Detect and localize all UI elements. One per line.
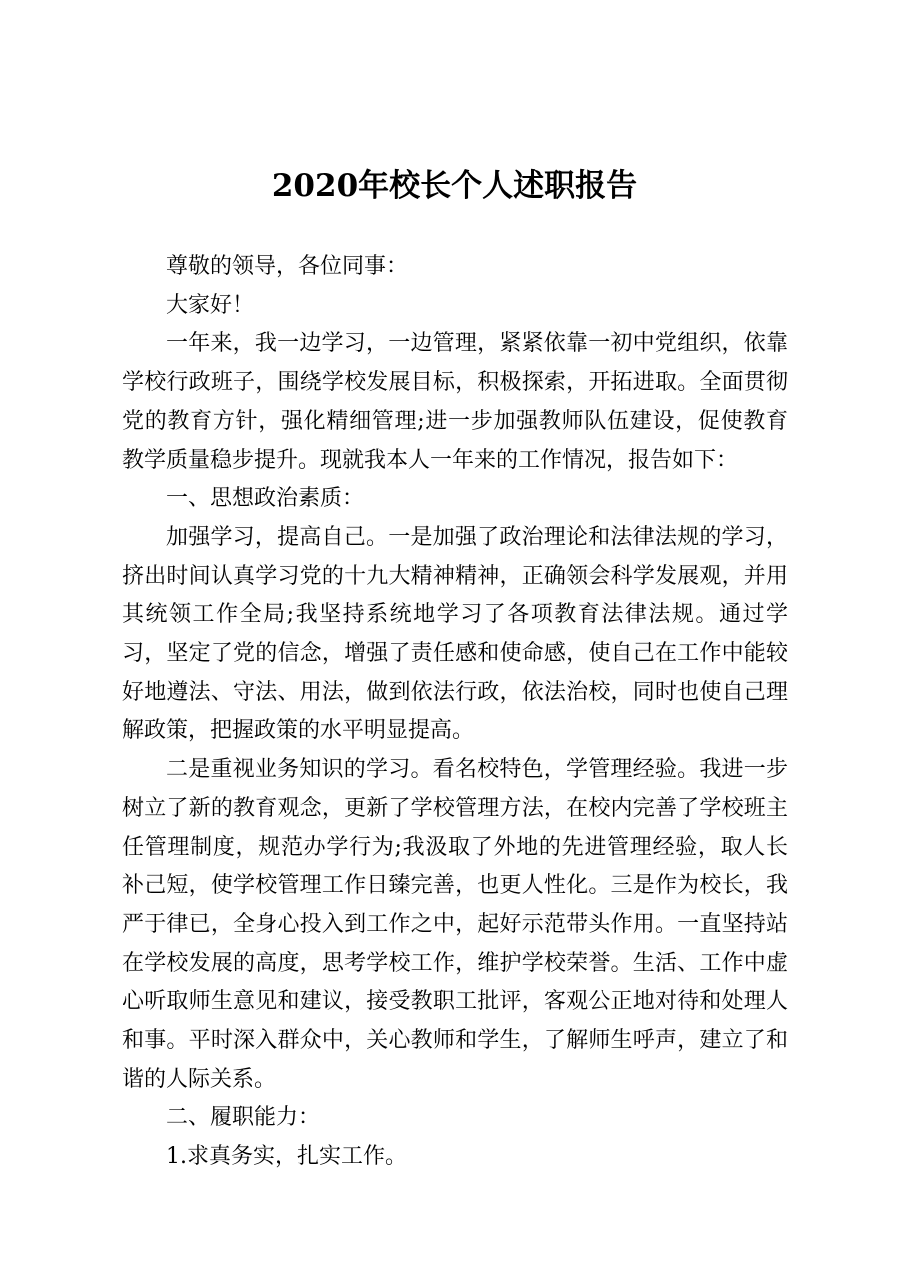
paragraph-business-knowledge: 二是重视业务知识的学习。看名校特色，学管理经验。我进一步树立了新的教育观念，更新了学校管理方法，在校内完善了学校班主任管理制度，规范办学行为;我汲取了外地的先进管理经验，取人长补己短，使学校管理工作日臻完善，也更人性化。三是作为校长，我严于律已，全身心投入到工作之中，起好示范带头作用。一直坚持站在学校发展的高度，思考学校工作，维护学校荣誉。生活、工作中虚心听取师生意见和建议，接受教职工批评，客观公正地对待和处理人和事。平时深入群众中，关心教师和学生，了解师生呼声，建立了和谐的人际关系。 [122, 757, 788, 1092]
paragraph-hello: 大家好！ [166, 292, 255, 318]
document-title: 2020年校长个人述职报告 [271, 168, 638, 204]
paragraph-intro: 一年来，我一边学习，一边管理，紧紧依靠一初中党组织，依靠学校行政班子，围绕学校发展目标，积极探索，开拓进取。全面贯彻党的教育方针，强化精细管理;进一步加强教师队伍建设，促使教育教学质量稳步提升。现就我本人一年来的工作情况，报告如下： [122, 331, 788, 473]
subheading-practical-work: 1.求真务实，扎实工作。 [166, 1144, 407, 1170]
section-heading-ability: 二、履职能力： [166, 1105, 321, 1131]
section-heading-political: 一、思想政治素质： [166, 486, 365, 512]
paragraph-greeting: 尊敬的领导，各位同事： [166, 254, 409, 279]
document-body [122, 248, 788, 1177]
paragraph-study: 加强学习，提高自己。一是加强了政治理论和法律法规的学习，挤出时间认真学习党的十九大精神精神，正确领会科学发展观，并用其统领工作全局;我坚持系统地学习了各项教育法律法规。通过学习，坚定了党的信念，增强了责任感和使命感，使自己在工作中能较好地遵法、守法、用法，做到依法行政，依法治校，同时也使自己理解政策，把握政策的水平明显提高。 [122, 524, 788, 744]
